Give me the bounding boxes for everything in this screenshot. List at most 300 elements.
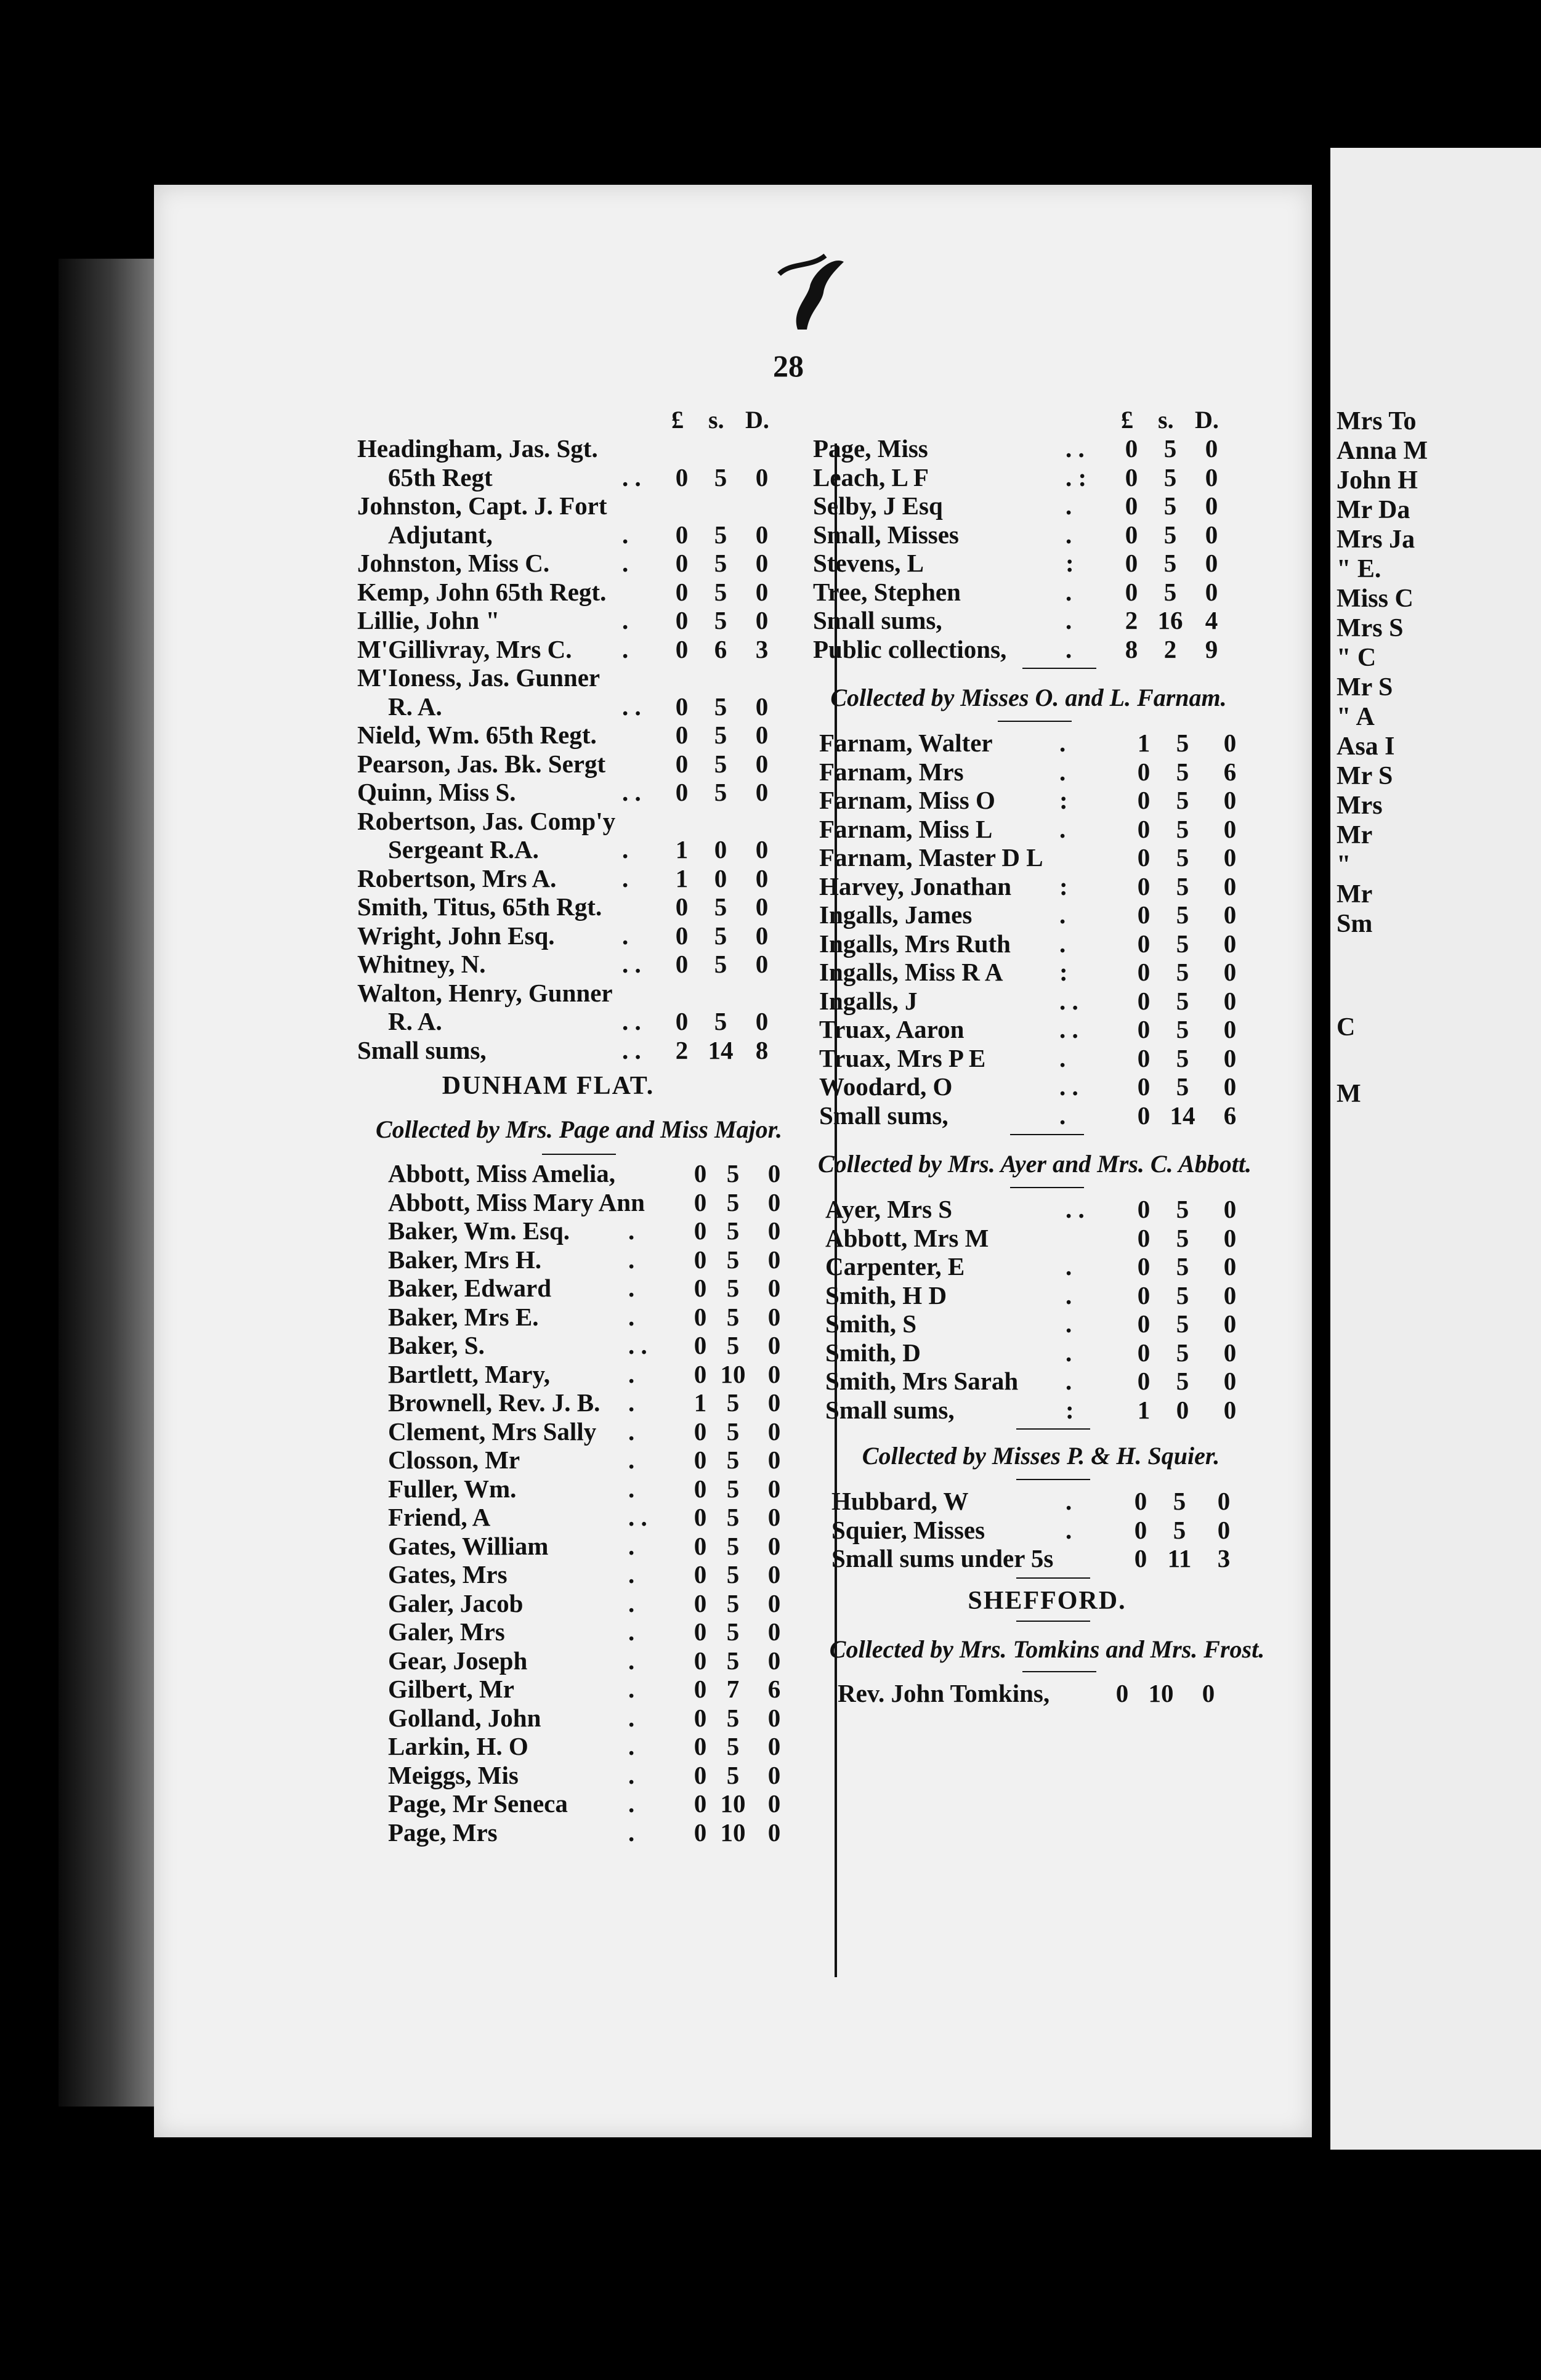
amount-shillings: 5 [1176,872,1189,901]
amount-pounds: 0 [694,1359,707,1388]
divider [1022,1671,1096,1672]
amount-pounds: 0 [694,1188,707,1216]
amount-pence: 0 [1223,1015,1237,1043]
facing-page-text: Anna M [1337,437,1428,465]
facing-page-text: Mr [1337,821,1373,849]
amount-shillings: 5 [714,950,727,978]
leader-dots: . [1066,606,1072,634]
amount-shillings: 5 [714,721,727,749]
subscriber-row [838,1678,1293,1707]
subscriber-name: Ingalls, J [819,986,918,1015]
amount-pence: 0 [767,1589,781,1617]
leader-dots: . [628,1617,635,1646]
amount-pence: 0 [755,520,769,549]
amount-shillings: 5 [726,1417,740,1446]
amount-pence: 0 [1223,1338,1237,1367]
subscriber-name: Gates, William [388,1531,549,1560]
amount-pence: 0 [1223,1223,1237,1252]
amount-shillings: 5 [1176,929,1189,958]
subscriber-row [813,434,1293,463]
amount-shillings: 5 [726,1760,740,1789]
subscriber-name: Smith, S [825,1309,917,1338]
ink-mark-icon [773,237,847,336]
amount-shillings: 5 [1163,434,1177,463]
subscriber-row [388,1445,825,1474]
amount-pounds: 1 [1137,1395,1151,1424]
amount-pence: 0 [1223,901,1237,929]
leader-dots: . [1059,901,1066,929]
subscriber-row [388,1674,825,1703]
leader-dots: . [622,835,629,864]
leader-dots: . [1066,1367,1072,1395]
amount-pence: 0 [767,1760,781,1789]
amount-pounds: 0 [694,1474,707,1503]
amount-shillings: 5 [1176,1072,1189,1101]
amount-pounds: 0 [1137,1223,1151,1252]
subscriber-name: Nield, Wm. 65th Regt. [357,721,597,749]
subscriber-row [357,1035,825,1064]
amount-pence: 4 [1205,606,1218,634]
amount-pence: 0 [1223,1309,1237,1338]
subscriber-name: Farnam, Mrs [819,757,964,786]
amount-shillings: 5 [1176,958,1189,986]
subscriber-row [388,1589,825,1617]
subscriber-name: Page, Miss [813,434,928,463]
subscriber-name: Small, Misses [813,520,959,549]
subscriber-name: Small sums, [819,1101,948,1130]
amount-pounds: 0 [694,1646,707,1675]
amount-shillings: 5 [714,1007,727,1035]
facing-page-text: Mr [1337,880,1373,909]
subscriber-row [831,1515,1293,1544]
amount-pounds: 0 [675,921,689,950]
subscriber-name: Galer, Mrs [388,1617,505,1646]
subscriber-name: Public collections, [813,634,1007,663]
leader-dots: : [1059,958,1068,986]
subscriber-name: Ingalls, Mrs Ruth [819,929,1011,958]
amount-shillings: 5 [714,606,727,634]
leader-dots: . [622,634,629,663]
subscriber-row [357,1006,825,1035]
subscriber-name: Selby, J Esq [813,492,943,520]
amount-pence: 0 [767,1245,781,1274]
leader-dots: . . [622,778,641,806]
leader-dots: . [628,1302,635,1331]
leader-dots: . . [622,1035,641,1064]
amount-pounds: 0 [694,1531,707,1560]
currency-header [357,400,825,434]
subscriber-name: Wright, John Esq. [357,921,555,950]
subscriber-row [388,1818,825,1847]
subscriber-row [819,1072,1293,1101]
amount-pence: 6 [1223,757,1237,786]
amount-pounds: 0 [1137,843,1151,872]
subscriber-row [388,1731,825,1760]
amount-shillings: 5 [1176,1015,1189,1043]
subscriber-name: Farnam, Walter [819,729,993,757]
amount-pence: 0 [767,1388,781,1417]
amount-pence: 3 [755,634,769,663]
leader-dots: : [1059,872,1068,901]
subscriber-name: Headingham, Jas. Sgt. [357,434,598,463]
amount-pounds: 0 [1137,986,1151,1015]
amount-pounds: 0 [1125,463,1138,492]
subscriber-row [813,548,1293,577]
pounds-header: £ [1121,406,1133,434]
subscriber-name: Golland, John [388,1703,541,1732]
amount-shillings: 5 [1176,1195,1189,1223]
leader-dots: . [628,1560,635,1589]
subscriber-name: Squier, Misses [831,1515,985,1544]
divider [1016,1621,1090,1622]
amount-pence: 0 [1205,492,1218,520]
subscriber-name: Baker, S. [388,1331,485,1359]
subscriber-name: Johnston, Miss C. [357,549,550,577]
amount-shillings: 5 [714,778,727,806]
subscriber-name: Harvey, Jonathan [819,872,1012,901]
amount-shillings: 5 [726,1388,740,1417]
amount-shillings: 10 [720,1359,746,1388]
amount-shillings: 5 [726,1589,740,1617]
subscriber-row [357,577,825,606]
leader-dots: . [1066,1338,1072,1367]
amount-pounds: 0 [694,1732,707,1760]
amount-pounds: 1 [675,835,689,864]
amount-pounds: 0 [694,1446,707,1474]
amount-pence: 0 [1223,843,1237,872]
amount-pounds: 0 [675,950,689,978]
amount-pence: 0 [1223,872,1237,901]
subscriber-row [388,1646,825,1675]
subscriber-row [388,1531,825,1560]
subscriber-row [819,843,1293,872]
facing-page-text: Sm [1337,910,1373,938]
amount-pence: 0 [1223,1195,1237,1223]
subscriber-row [825,1366,1293,1395]
shillings-header: s. [1158,406,1174,434]
amount-pounds: 0 [1137,872,1151,901]
amount-shillings: 5 [1163,549,1177,577]
amount-shillings: 16 [1157,606,1183,634]
leader-dots: . [1066,1281,1072,1309]
subscriber-row [819,872,1293,901]
leader-dots: . . [628,1503,647,1531]
subscriber-list [357,434,825,1064]
leader-dots: . . [622,463,641,492]
amount-shillings: 5 [1176,1223,1189,1252]
subscriber-name: Smith, Titus, 65th Rgt. [357,892,602,921]
amount-pence: 0 [767,1503,781,1531]
amount-pence: 0 [1223,986,1237,1015]
subscriber-name: Woodard, O [819,1072,953,1101]
subscriber-name: Bartlett, Mary, [388,1359,550,1388]
facing-page-text: " [1337,851,1351,879]
subscriber-name: Truax, Mrs P E [819,1043,986,1072]
subscriber-row [357,720,825,749]
amount-pence: 0 [755,463,769,492]
leader-dots: . . [622,950,641,978]
leader-dots: . [1066,1309,1072,1338]
amount-pence: 0 [1223,1367,1237,1395]
leader-dots: . [622,921,629,950]
leader-dots: : [1059,786,1068,814]
amount-pounds: 0 [694,1417,707,1446]
amount-pounds: 0 [694,1789,707,1818]
subscriber-row [357,864,825,892]
facing-page-text: Mrs [1337,791,1383,820]
amount-pence: 0 [1223,729,1237,757]
subscriber-name: Baker, Wm. Esq. [388,1216,570,1245]
amount-shillings: 5 [726,1617,740,1646]
amount-pence: 0 [1223,1043,1237,1072]
facing-page-text: Mrs Ja [1337,525,1415,554]
subscriber-row [388,1560,825,1589]
facing-page-text: " E. [1337,555,1381,583]
subscriber-name: Ingalls, Miss R A [819,958,1003,986]
amount-pence: 0 [767,1560,781,1589]
subscriber-name: Truax, Aaron [819,1015,965,1043]
amount-pounds: 0 [675,749,689,778]
amount-shillings: 5 [1163,520,1177,549]
subscriber-row [819,1014,1293,1043]
leader-dots: . . [628,1331,647,1359]
subscriber-name: Clement, Mrs Sally [388,1417,597,1446]
subscriber-name: Small sums, [813,606,942,634]
amount-shillings: 5 [1163,577,1177,606]
amount-pounds: 2 [1125,606,1138,634]
subscriber-name: Carpenter, E [825,1252,965,1281]
amount-pence: 0 [755,721,769,749]
subscriber-row [825,1281,1293,1309]
facing-page-text: M [1337,1080,1361,1108]
subscriber-row [813,463,1293,492]
subscriber-name: Ingalls, James [819,901,973,929]
amount-shillings: 5 [714,921,727,950]
amount-pounds: 1 [694,1388,707,1417]
amount-shillings: 5 [714,892,727,921]
amount-pounds: 1 [1137,729,1151,757]
leader-dots: . [1059,814,1066,843]
subscriber-list [813,1486,1293,1572]
amount-pounds: 0 [1134,1515,1147,1544]
amount-pence: 0 [767,1446,781,1474]
leader-dots: . [1059,757,1066,786]
subscriber-row [825,1252,1293,1281]
amount-pounds: 0 [694,1703,707,1732]
subscriber-name: Walton, Henry, Gunner [357,978,613,1007]
amount-pence: 0 [767,1789,781,1818]
subscriber-row [357,806,825,835]
amount-shillings: 5 [714,463,727,492]
leader-dots: . [628,1789,635,1818]
subscriber-row [357,605,825,634]
pence-header: D. [1195,406,1219,434]
section-title: DUNHAM FLAT. [442,1072,655,1100]
subscriber-name: Abbott, Mrs M [825,1223,989,1252]
amount-pounds: 0 [1137,1338,1151,1367]
divider [1016,1428,1090,1430]
amount-shillings: 10 [720,1789,746,1818]
subscriber-row [819,757,1293,786]
facing-page-text: " C [1337,644,1377,672]
amount-pounds: 0 [1125,549,1138,577]
leader-dots: . [628,1703,635,1732]
subscriber-row [819,728,1293,757]
amount-pounds: 0 [694,1302,707,1331]
leader-dots: . [1059,729,1066,757]
subscriber-name: Hubbard, W [831,1487,969,1515]
amount-pence: 0 [1217,1487,1231,1515]
subscriber-row [819,986,1293,1015]
subscriber-name: R. A. [388,692,442,721]
leader-dots: . [628,1646,635,1675]
amount-pence: 0 [1217,1515,1231,1544]
amount-pounds: 0 [1125,492,1138,520]
subscriber-name: Brownell, Rev. J. B. [388,1388,601,1417]
subscriber-name: Page, Mrs [388,1818,498,1847]
subscriber-row [813,491,1293,520]
amount-shillings: 2 [1163,634,1177,663]
amount-pounds: 0 [1137,757,1151,786]
subscriber-row [388,1789,825,1818]
subscriber-row [388,1474,825,1503]
subscriber-name: Robertson, Jas. Comp'y [357,806,616,835]
subscriber-name: Adjutant, [388,520,493,549]
amount-shillings: 5 [726,1159,740,1188]
subscriber-name: Galer, Jacob [388,1589,524,1617]
amount-pence: 0 [755,921,769,950]
leader-dots: . [628,1474,635,1503]
amount-pence: 0 [1223,929,1237,958]
leader-dots: . [628,1274,635,1302]
facing-page-text: Mrs To [1337,407,1417,435]
subscriber-row [813,577,1293,606]
amount-shillings: 5 [1176,1338,1189,1367]
facing-page-text: Mr Da [1337,496,1410,524]
amount-pounds: 0 [694,1331,707,1359]
amount-pence: 0 [767,1331,781,1359]
subscriber-row [388,1188,825,1216]
amount-pounds: 0 [694,1617,707,1646]
amount-pence: 0 [767,1274,781,1302]
subscriber-name: Fuller, Wm. [388,1474,517,1503]
subscriber-name: Whitney, N. [357,950,486,978]
amount-shillings: 0 [1176,1395,1189,1424]
leader-dots: . . [1066,1195,1085,1223]
amount-shillings: 5 [726,1732,740,1760]
subscriber-row [825,1223,1293,1252]
amount-shillings: 5 [1176,814,1189,843]
pence-header: D. [745,406,769,434]
collected-by: Collected by Misses P. & H. Squier. [862,1442,1220,1470]
amount-shillings: 5 [1176,1367,1189,1395]
amount-shillings: 5 [726,1446,740,1474]
amount-pence: 0 [755,864,769,892]
leader-dots: . [628,1675,635,1703]
subscriber-row [825,1338,1293,1367]
collected-by: Collected by Mrs. Ayer and Mrs. C. Abbott. [817,1150,1252,1178]
amount-shillings: 5 [726,1331,740,1359]
subscriber-row [819,900,1293,929]
amount-shillings: 5 [726,1274,740,1302]
leader-dots: . [628,1216,635,1245]
subscriber-name: Baker, Edward [388,1274,552,1302]
subscriber-name: Rev. John Tomkins, [838,1678,1050,1707]
subscriber-row [388,1159,825,1188]
subscriber-name: Farnam, Master D L [819,843,1043,872]
subscriber-name: M'Gillivray, Mrs C. [357,634,572,663]
leader-dots: . [1066,1487,1072,1515]
amount-pence: 0 [1205,549,1218,577]
subscriber-row [388,1502,825,1531]
amount-pounds: 1 [675,864,689,892]
amount-shillings: 5 [726,1216,740,1245]
amount-shillings: 5 [726,1188,740,1216]
subscriber-row [388,1245,825,1274]
amount-pounds: 0 [1115,1678,1129,1707]
amount-shillings: 14 [1170,1101,1195,1130]
subscriber-name: M'Ioness, Jas. Gunner [357,663,601,692]
amount-pounds: 0 [1137,958,1151,986]
facing-page-text: Miss C [1337,585,1414,613]
amount-shillings: 5 [726,1302,740,1331]
amount-shillings: 5 [714,692,727,721]
amount-pence: 6 [767,1675,781,1703]
amount-shillings: 5 [726,1503,740,1531]
subscriber-row [388,1273,825,1302]
amount-pounds: 0 [1137,1309,1151,1338]
leader-dots: . [628,1359,635,1388]
subscriber-row [357,692,825,721]
subscriber-name: Kemp, John 65th Regt. [357,577,607,606]
subscriber-name: Small sums, [357,1035,487,1064]
subscriber-name: Page, Mr Seneca [388,1789,568,1818]
left-column [357,400,825,1846]
amount-pence: 0 [755,835,769,864]
subscriber-row [388,1216,825,1245]
amount-pounds: 0 [1137,1072,1151,1101]
subscriber-row [813,605,1293,634]
amount-pounds: 0 [1137,929,1151,958]
subscriber-name: Closson, Mr [388,1446,520,1474]
amount-shillings: 5 [1176,757,1189,786]
amount-pounds: 0 [694,1159,707,1188]
amount-pounds: 0 [1137,786,1151,814]
leader-dots: . [1066,634,1072,663]
subscriber-list [813,434,1293,663]
currency-header [813,400,1293,434]
amount-pence: 0 [1202,1678,1215,1707]
subscriber-name: Larkin, H. O [388,1732,528,1760]
amount-pence: 0 [1205,434,1218,463]
subscriber-row [357,835,825,864]
amount-pence: 0 [767,1531,781,1560]
amount-pence: 0 [767,1646,781,1675]
leader-dots: . [622,606,629,634]
collected-by: Collected by Mrs. Tomkins and Mrs. Frost. [829,1635,1265,1663]
leader-dots: . [1066,492,1072,520]
amount-pounds: 0 [1125,434,1138,463]
subscriber-row [813,520,1293,549]
subscriber-row [819,1101,1293,1130]
amount-pounds: 0 [1137,1367,1151,1395]
divider [542,1154,616,1155]
subscriber-row [825,1309,1293,1338]
subscriber-row [357,520,825,549]
amount-pence: 0 [755,778,769,806]
amount-shillings: 5 [1176,843,1189,872]
subscriber-row [357,978,825,1007]
